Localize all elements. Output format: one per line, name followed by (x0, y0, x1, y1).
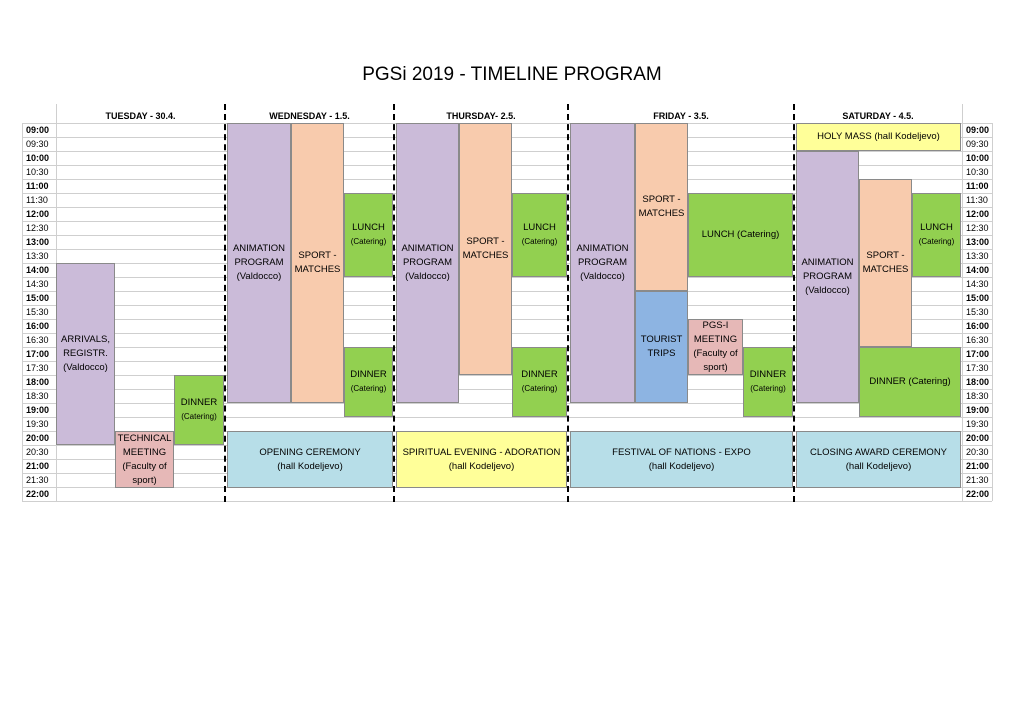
time-label: 17:30 (26, 363, 49, 373)
time-label: 11:30 (966, 195, 988, 205)
event-text: REGISTR. (63, 348, 108, 359)
event-text: MATCHES (862, 264, 909, 275)
day-separator (224, 104, 226, 502)
event-closing-ceremony (796, 431, 961, 488)
time-label: 17:00 (26, 349, 50, 359)
time-label: 09:30 (26, 139, 49, 149)
event-thu-lunch (512, 193, 567, 277)
event-text: SPORT - (866, 250, 905, 261)
time-label: 15:30 (966, 307, 989, 317)
event-tourist-trips (635, 291, 688, 403)
grid-column-line (992, 123, 993, 501)
time-label: 21:30 (26, 475, 49, 485)
event-text: TOURIST (640, 334, 683, 345)
time-label: 14:30 (26, 279, 49, 289)
day-header-friday: FRIDAY - 3.5. (653, 111, 709, 121)
time-label: 20:00 (26, 433, 50, 443)
event-text: PGS-I (702, 320, 729, 331)
time-label: 20:00 (966, 433, 990, 443)
time-label: 16:30 (966, 335, 989, 345)
event-text: DINNER (521, 369, 558, 380)
event-text: sport) (703, 362, 728, 373)
event-text: FESTIVAL OF NATIONS - EXPO (612, 446, 751, 458)
day-separator (393, 104, 395, 502)
time-label: 15:00 (26, 293, 50, 303)
event-text: OPENING CEREMONY (259, 446, 361, 458)
event-text: (Catering) (350, 237, 387, 246)
time-label: 18:30 (26, 391, 49, 401)
time-label: 14:00 (966, 265, 990, 275)
grid-column-line (962, 104, 963, 501)
time-label: 21:00 (966, 461, 990, 471)
time-label: 16:00 (26, 321, 50, 331)
time-label: 22:00 (26, 489, 50, 499)
day-header-thursday: THURSDAY- 2.5. (446, 111, 516, 121)
event-text: DINNER (Catering) (869, 376, 951, 387)
event-text: SPORT - (466, 236, 505, 247)
grid-row-line (22, 501, 992, 502)
event-text: (hall Kodeljevo) (648, 460, 715, 472)
event-wed-animation (227, 123, 291, 403)
day-header-tuesday: TUESDAY - 30.4. (105, 111, 176, 121)
event-text: LUNCH (Catering) (701, 229, 780, 240)
event-text: (Valdocco) (63, 362, 108, 373)
time-label: 20:30 (26, 447, 49, 457)
time-label: 19:00 (966, 405, 990, 415)
day-separator (567, 104, 569, 502)
event-text: (hall Kodeljevo) (277, 460, 343, 472)
time-label: 11:00 (966, 181, 989, 191)
event-fri-lunch (688, 193, 793, 277)
time-label: 11:30 (26, 195, 48, 205)
event-text: sport) (132, 474, 157, 486)
event-text: SPORT - (298, 250, 337, 261)
time-label: 10:30 (26, 167, 49, 177)
event-text: (Valdocco) (805, 285, 850, 296)
time-label: 19:00 (26, 405, 50, 415)
event-text: ANIMATION (576, 243, 629, 254)
event-text: LUNCH (920, 222, 953, 233)
event-sat-sport (859, 179, 912, 347)
event-fri-dinner (743, 347, 793, 417)
event-text: HOLY MASS (hall Kodeljevo) (817, 131, 940, 142)
event-text: (Catering) (918, 237, 955, 246)
time-label: 17:30 (966, 363, 989, 373)
event-fri-sport (635, 123, 688, 291)
event-text: MEETING (693, 334, 738, 345)
event-text: PROGRAM (577, 257, 628, 268)
time-label: 16:30 (26, 335, 49, 345)
event-text: (Catering) (181, 412, 217, 421)
time-label: 18:30 (966, 391, 989, 401)
event-text: MEETING (122, 446, 167, 458)
event-opening-ceremony (227, 431, 393, 488)
event-text: (Faculty of (122, 460, 167, 472)
time-label: 09:30 (966, 139, 989, 149)
time-label: 14:00 (26, 265, 50, 275)
event-text: (hall Kodeljevo) (448, 460, 515, 472)
event-text: MATCHES (638, 208, 685, 219)
event-holy-mass (796, 123, 961, 151)
time-label: 13:00 (26, 237, 50, 247)
time-label: 18:00 (966, 377, 990, 387)
event-text: MATCHES (462, 250, 509, 261)
time-label: 13:30 (966, 251, 989, 261)
time-label: 19:30 (26, 419, 49, 429)
time-label: 11:00 (26, 181, 49, 191)
time-label: 20:30 (966, 447, 989, 457)
event-text: LUNCH (523, 222, 556, 233)
time-label: 16:00 (966, 321, 990, 331)
event-text: (Catering) (521, 237, 558, 246)
event-text: (Valdocco) (405, 271, 450, 282)
event-sat-dinner (859, 347, 961, 417)
day-separator (793, 104, 795, 502)
time-label: 21:00 (26, 461, 50, 471)
event-text: PROGRAM (802, 271, 853, 282)
day-header-saturday: SATURDAY - 4.5. (842, 111, 914, 121)
event-sat-lunch (912, 193, 961, 277)
event-wed-dinner (344, 347, 393, 417)
time-label: 10:30 (966, 167, 989, 177)
time-label: 13:30 (26, 251, 49, 261)
time-label: 15:30 (26, 307, 49, 317)
event-text: ANIMATION (801, 257, 854, 268)
event-text: LUNCH (352, 222, 385, 233)
event-wed-lunch (344, 193, 393, 277)
event-thu-sport (459, 123, 512, 375)
event-text: DINNER (180, 397, 218, 408)
grid-row-line (22, 403, 992, 404)
event-text: (hall Kodeljevo) (845, 460, 912, 472)
event-text: (Faculty of (693, 348, 738, 359)
time-label: 12:00 (26, 209, 50, 219)
event-text: SPIRITUAL EVENING - ADORATION (402, 446, 561, 458)
event-fri-animation (570, 123, 635, 403)
event-text: DINNER (350, 369, 387, 380)
time-label: 21:30 (966, 475, 989, 485)
time-label: 14:30 (966, 279, 989, 289)
time-label: 10:00 (966, 153, 990, 163)
event-text: (Catering) (350, 384, 387, 393)
event-pgsi-meeting (688, 319, 743, 375)
event-text: (Valdocco) (580, 271, 625, 282)
time-label: 17:00 (966, 349, 990, 359)
time-label: 13:00 (966, 237, 990, 247)
time-label: 12:30 (26, 223, 49, 233)
event-thu-dinner (512, 347, 567, 417)
time-label: 12:30 (966, 223, 989, 233)
time-label: 18:00 (26, 377, 50, 387)
event-tue-dinner (174, 375, 224, 445)
event-arrivals (56, 263, 115, 445)
day-header-wednesday: WEDNESDAY - 1.5. (269, 111, 350, 121)
time-label: 09:00 (26, 125, 50, 135)
grid-column-line (22, 123, 23, 501)
event-festival-of-nations (570, 431, 793, 488)
time-label: 22:00 (966, 489, 990, 499)
event-text: PROGRAM (234, 257, 284, 268)
event-text: TRIPS (647, 348, 676, 359)
event-spiritual-evening (396, 431, 567, 488)
event-text: MATCHES (294, 264, 341, 275)
time-label: 19:30 (966, 419, 989, 429)
event-sat-animation (796, 151, 859, 403)
grid-row-line (22, 417, 992, 418)
event-wed-sport (291, 123, 344, 403)
time-label: 09:00 (966, 125, 990, 135)
time-label: 15:00 (966, 293, 990, 303)
event-text: ANIMATION (401, 243, 454, 254)
event-technical-meeting (115, 431, 174, 488)
event-text: (Catering) (521, 384, 558, 393)
event-text: (Valdocco) (236, 271, 282, 282)
time-label: 10:00 (26, 153, 50, 163)
time-label: 12:00 (966, 209, 990, 219)
event-text: ANIMATION (232, 243, 286, 254)
event-text: (Catering) (750, 384, 786, 393)
event-text: CLOSING AWARD CEREMONY (809, 446, 948, 458)
page-title: PGSi 2019 - TIMELINE PROGRAM (362, 64, 662, 85)
event-text: TECHNICAL (117, 432, 172, 444)
event-thu-animation (396, 123, 459, 403)
event-text: SPORT - (642, 194, 681, 205)
event-text: DINNER (749, 369, 787, 380)
event-text: PROGRAM (402, 257, 453, 268)
event-text: ARRIVALS, (61, 334, 110, 345)
